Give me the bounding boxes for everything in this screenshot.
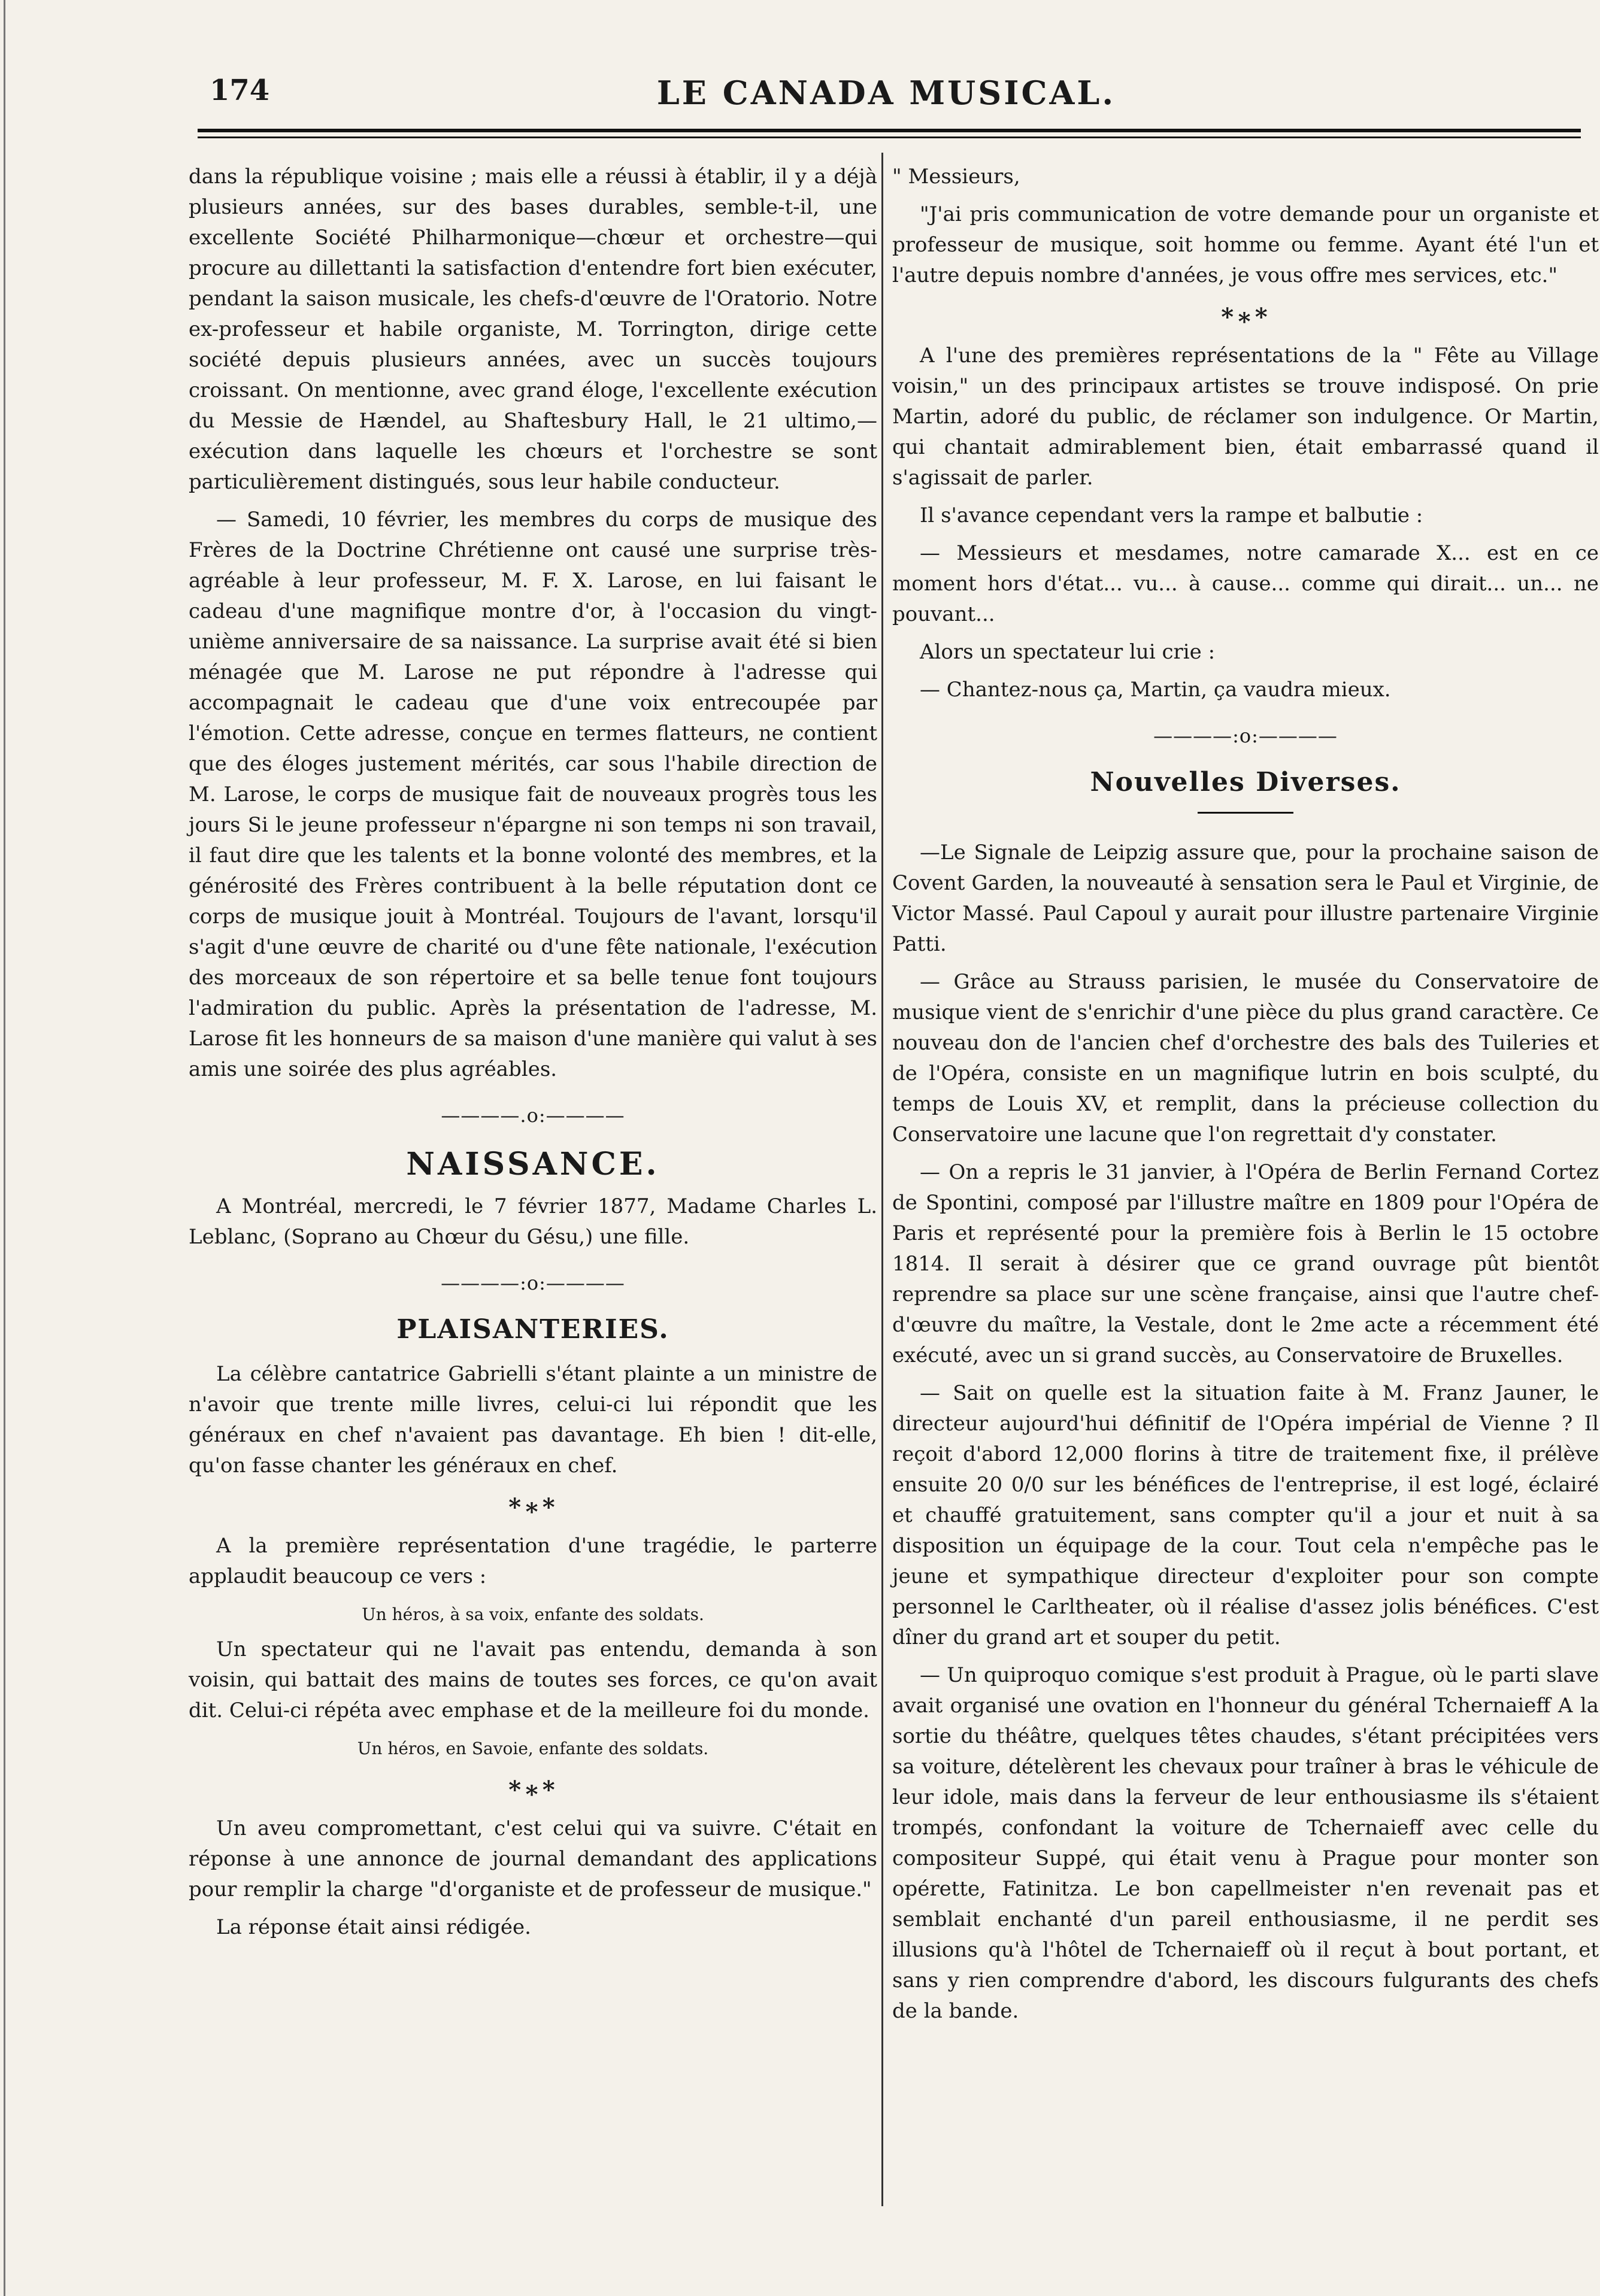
- verse-line: Un héros, à sa voix, enfante des soldats.: [362, 1605, 704, 1624]
- anecdote-paragraph: Un aveu compromettant, c'est celui qui va suivre. C'était en réponse à une annonce de journal demandant des applications pour remplir la charge "d'organiste et de professeur de musique.": [189, 1816, 877, 1901]
- anecdote-paragraph: A la première représentation d'une tragédie, le parterre applaudit beaucoup ce vers :: [189, 1534, 877, 1588]
- journal-title: LE CANADA MUSICAL.: [656, 74, 1116, 112]
- letter-body: "J'ai pris communication de votre demande pour un organiste et professeur de musique, soit homme ou femme. Ayant été l'un et l'autre depuis nombre d'années, je vous offre mes services, etc.": [892, 202, 1599, 287]
- news-item: — Sait on quelle est la situation faite à M. Franz Jauner, le directeur aujourd'hui définitif de l'Opéra impérial de Vienne ? Il reçoit d'abord 12,000 florins à titre de traitement fixe, il prélève ensuite 20 0/0 sur les bénéfices de l'entreprise, il est logé, éclairé et chauffé gratuitement, sans compter qu'il a jour et nuit à sa disposition un équipage de la cour. Tout cela n'empêche pas le jeune et sympathique directeur d'exploiter pour son compte personnel le Carltheater, où il réalise d'assez jolis bénéfices. C'est dîner du grand art et souper du petit.: [892, 1381, 1599, 1649]
- asterism: *∗*: [508, 1776, 557, 1804]
- verse-line: Un héros, en Savoie, enfante des soldats.: [357, 1739, 709, 1758]
- header-rule-thick: [198, 129, 1581, 132]
- birth-notice: A Montréal, mercredi, le 7 février 1877, Madame Charles L. Leblanc, (Soprano au Chœur du Gésu,) une fille.: [189, 1194, 877, 1249]
- article-paragraph: dans la république voisine ; mais elle a réussi à établir, il y a déjà plusieurs années, sur des bases durables, semble-t-il, une excellente Société Philharmonique—chœur et orchestre—qui procure au dillettanti la satisfaction d'entendre fort bien exécuter, pendant la saison musicale, les chefs-d'œuvre de l'Oratorio. Notre ex-professeur et habile organiste, M. Torrington, dirige cette société depuis plusieurs années, avec un succès toujours croissant. On mentionne, avec grand éloge, l'excellente exécution du Messie de Hændel, au Shaftesbury Hall, le 21 ultimo,—exécution dans laquelle les chœurs et l'orchestre se sont particulièrement distingués, sous leur habile conducteur.: [189, 165, 877, 494]
- anecdote-paragraph: Alors un spectateur lui crie :: [920, 640, 1216, 664]
- section-heading-plaisanteries: PLAISANTERIES.: [396, 1314, 669, 1345]
- letter-salutation: " Messieurs,: [892, 165, 1020, 189]
- news-item: — Un quiproquo comique s'est produit à Prague, où le parti slave avait organisé une ovation en l'honneur du général Tchernaieff A la sortie du théâtre, quelques têtes chaudes, s'étant précipitées vers sa voiture, dételèrent les chevaux pour traîner à bras le véhicule de leur idole, mais dans la ferveur de leur enthousiasme ils s'étaient trompés, confondant la voiture de Tchernaieff avec celle du compositeur Suppé, qui était venu à Prague pour monter son opérette, Fatinitza. Le bon capellmeister n'en revenait pas et semblait enchanté d'un pareil enthousiasme, il ne perdit ses illusions qu'à l'hôtel de Tchernaieff où il reçut à bout portant, et sans y rien comprendre d'abord, les discours fulgurants des chefs de la bande.: [892, 1663, 1599, 2023]
- anecdote-paragraph: Un spectateur qui ne l'avait pas entendu, demanda à son voisin, qui battait des mains de toutes ses forces, ce qu'on avait dit. Celui-ci répéta avec emphase et de la meilleure foi du monde.: [189, 1637, 877, 1722]
- header-rule-thin: [198, 137, 1581, 138]
- page-header: [198, 71, 1600, 125]
- anecdote-paragraph: La réponse était ainsi rédigée.: [216, 1915, 531, 1939]
- section-separator: ————:o:————: [441, 1272, 625, 1294]
- page-edge-line: [4, 0, 5, 2296]
- page-number: 174: [210, 74, 270, 107]
- section-heading-nouvelles: Nouvelles Diverses.: [1090, 767, 1401, 797]
- asterism: *∗*: [508, 1493, 557, 1521]
- anecdote-paragraph: Il s'avance cependant vers la rampe et balbutie :: [920, 504, 1423, 527]
- right-column: [892, 162, 1599, 2034]
- column-separator: [881, 153, 883, 2206]
- asterism: *∗*: [1221, 303, 1270, 331]
- section-separator: ————.o:————: [441, 1104, 625, 1127]
- news-item: —Le Signale de Leipzig assure que, pour la prochaine saison de Covent Garden, la nouveauté à sensation sera le Paul et Virginie, de Victor Massé. Paul Capoul y aurait pour illustre partenaire Virginie Patti.: [892, 841, 1599, 956]
- section-heading-naissance: NAISSANCE.: [406, 1146, 660, 1182]
- left-column: [189, 162, 877, 1950]
- anecdote-paragraph: A l'une des premières représentations de la " Fête au Village voisin," un des principaux artistes se trouve indisposé. On prie Martin, adoré du public, de réclamer son indulgence. Or Martin, qui chantait admirablement bien, était embarrassé quand il s'agissait de parler.: [892, 344, 1599, 490]
- short-rule: [1198, 812, 1293, 814]
- anecdote-paragraph: — Chantez-nous ça, Martin, ça vaudra mieux.: [920, 678, 1391, 702]
- anecdote-paragraph: La célèbre cantatrice Gabrielli s'étant plainte a un ministre de n'avoir que trente mille livres, celui-ci lui répondit que les généraux en chef n'avaient pas davantage. Eh bien ! dit-elle, qu'on fasse chanter les généraux en chef.: [189, 1362, 877, 1478]
- article-paragraph: — Samedi, 10 février, les membres du corps de musique des Frères de la Doctrine Chrétienne ont causé une surprise très-agréable à leur professeur, M. F. X. Larose, en lui faisant le cadeau d'une magnifique montre d'or, à l'occasion du vingt-unième anniversaire de sa naissance. La surprise avait été si bien ménagée que M. Larose ne put répondre à l'adresse qui accompagnait le cadeau que d'une voix entrecoupée par l'émotion. Cette adresse, conçue en termes flatteurs, ne contient que des éloges justement mérités, car sous l'habile direction de M. Larose, le corps de musique fait de nouveaux progrès tous les jours Si le jeune professeur n'épargne ni son temps ni son travail, il faut dire que les talents et la bonne volonté des membres, et la générosité des Frères contribuent à la belle réputation dont ce corps de musique jouit à Montréal. Toujours de l'avant, lorsqu'il s'agit d'une œuvre de charité ou d'une fête nationale, l'exécution des morceaux de son répertoire et sa belle tenue font toujours l'admiration du public. Après la présentation de l'adresse, M. Larose fit les honneurs de sa maison d'une manière qui valut à ses amis une soirée des plus agréables.: [189, 508, 877, 1081]
- anecdote-paragraph: — Messieurs et mesdames, notre camarade X... est en ce moment hors d'état... vu... à cause... comme qui dirait... un... ne pouvant...: [892, 541, 1599, 626]
- section-separator: ————:o:————: [1153, 724, 1338, 747]
- news-item: — On a repris le 31 janvier, à l'Opéra de Berlin Fernand Cortez de Spontini, composé par l'illustre maître en 1809 pour l'Opéra de Paris et représenté pour la première fois à Berlin le 15 octobre 1814. Il serait à désirer que ce grand ouvrage pût bientôt reprendre sa place sur une scène française, ainsi que l'autre chef-d'œuvre du maître, la Vestale, dont le 2me acte a récemment été exécuté, avec un si grand succès, au Conservatoire de Bruxelles.: [892, 1160, 1599, 1367]
- news-item: — Grâce au Strauss parisien, le musée du Conservatoire de musique vient de s'enrichir d'une pièce du plus grand caractère. Ce nouveau don de l'ancien chef d'orchestre des bals des Tuileries et de l'Opéra, consiste en un magnifique lutrin en bois sculpté, du temps de Louis XV, et remplit, dans la précieuse collection du Conservatoire une lacune que l'on regrettait d'y constater.: [892, 970, 1599, 1147]
